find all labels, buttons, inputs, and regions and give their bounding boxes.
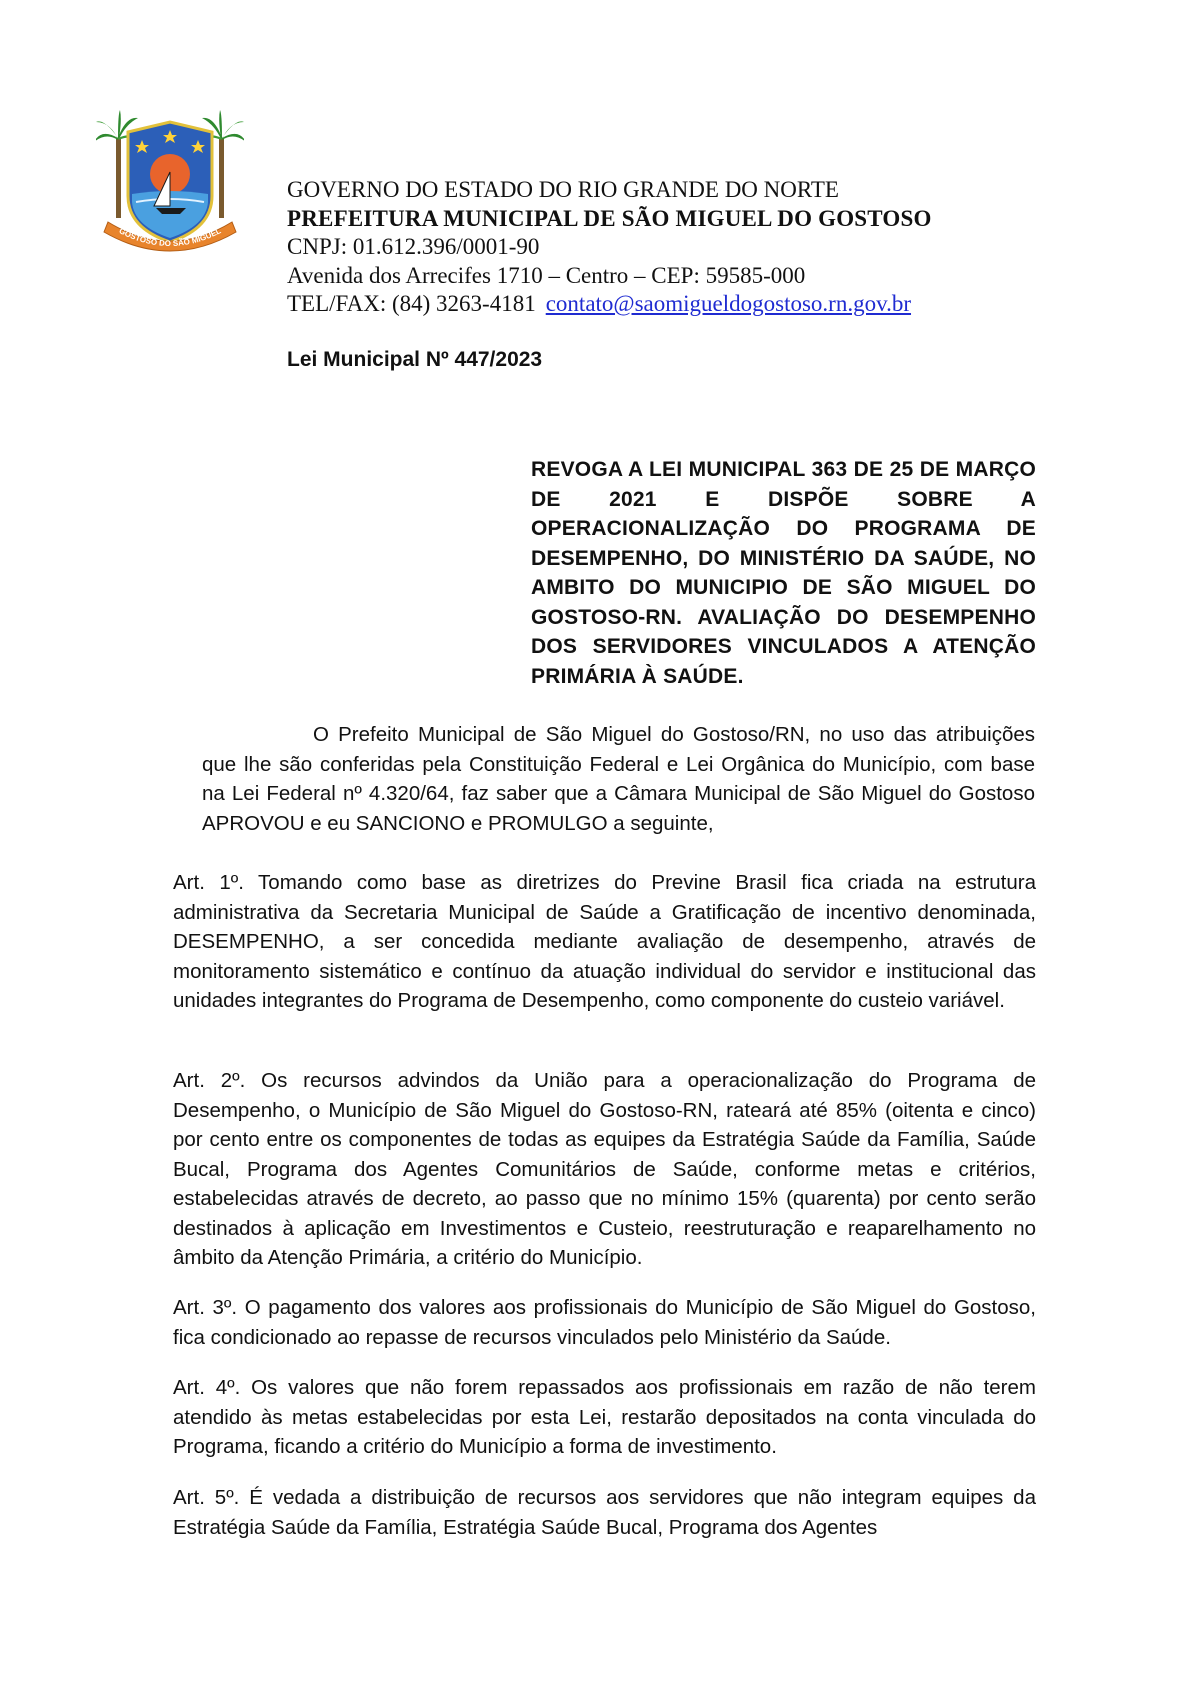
email-link[interactable]: contato@saomigueldogostoso.rn.gov.br [545, 291, 912, 316]
article-5: Art. 5º. É vedada a distribuição de recursos aos servidores que não integram equipes da Estratégia Saúde da Família, Estratégia Saúde Bucal, Programa dos Agentes [173, 1486, 1036, 1539]
cnpj-line: CNPJ: 01.612.396/0001-90 [287, 234, 540, 259]
shield-icon [128, 122, 212, 242]
preamble-paragraph: O Prefeito Municipal de São Miguel do Gostoso/RN, no uso das atribuições que lhe são conferidas pela Constituição Federal e Lei Orgânica do Município, com base na Lei Federal nº 4.320/64, faz saber que a Câmara Municipal de São Miguel do Gostoso APROVOU e eu SANCIONO e PROMULGO a seguinte, [202, 723, 1035, 835]
prefecture-line: PREFEITURA MUNICIPAL DE SÃO MIGUEL DO GOSTOSO [287, 205, 932, 231]
state-government-line: GOVERNO DO ESTADO DO RIO GRANDE DO NORTE [287, 177, 839, 202]
law-summary: REVOGA A LEI MUNICIPAL 363 DE 25 DE MARÇO DE 2021 E DISPÕE SOBRE A OPERACIONALIZAÇÃO DO PROGRAMA DE DESEMPENHO, DO MINISTÉRIO DA SAÚDE, NO AMBITO DO MUNICIPIO DE SÃO MIGUEL DO GOSTOSO-RN. AVALIAÇÃO DO DESEMPENHO DOS SERVIDORES VINCULADOS A ATENÇÃO PRIMÁRIA À SAÚDE. [531, 458, 1036, 688]
article-1: Art. 1º. Tomando como base as diretrizes do Previne Brasil fica criada na estrutura administrativa da Secretaria Municipal de Saúde a Gratificação de incentivo denominada, DESEMPENHO, a ser concedida mediante avaliação de desempenho, através de monitoramento sistemático e contínuo da atuação individual do servidor e institucional das unidades integrantes do Programa de Desempenho, como componente do custeio variável. [173, 871, 1036, 1012]
law-number-title: Lei Municipal Nº 447/2023 [287, 348, 543, 371]
article-4: Art. 4º. Os valores que não forem repassados aos profissionais em razão de não terem atendido às metas estabelecidas por esta Lei, restarão depositados na conta vinculada do Programa, ficando a critério do Município a forma de investimento. [173, 1376, 1036, 1458]
municipal-coat-of-arms-icon [96, 110, 244, 260]
letterhead [287, 176, 1087, 319]
address-line: Avenida dos Arrecifes 1710 – Centro – CEP: 59585-000 [287, 262, 806, 288]
phone-text: TEL/FAX: (84) 3263-4181 [287, 291, 536, 316]
contact-line [287, 290, 1087, 319]
crest-caption: GOSTOSO DO SÃO MIGUEL [117, 226, 223, 249]
article-3: Art. 3º. O pagamento dos valores aos profissionais do Município de São Miguel do Gostoso, fica condicionado ao repasse de recursos vinculados pelo Ministério da Saúde. [173, 1296, 1036, 1349]
article-2: Art. 2º. Os recursos advindos da União para a operacionalização do Programa de Desempenho, o Município de São Miguel do Gostoso-RN, rateará até 85% (oitenta e cinco) por cento entre os componentes de todas as equipes da Estratégia Saúde da Família, Saúde Bucal, Programa dos Agentes Comunitários de Saúde, conforme metas e critérios, estabelecidas através de decreto, ao passo que no mínimo 15% (quarenta) por cento serão destinados à aplicação em Investimentos e Custeio, reestruturação e reaparelhamento no âmbito da Atenção Primária, a critério do Município. [173, 1069, 1036, 1269]
